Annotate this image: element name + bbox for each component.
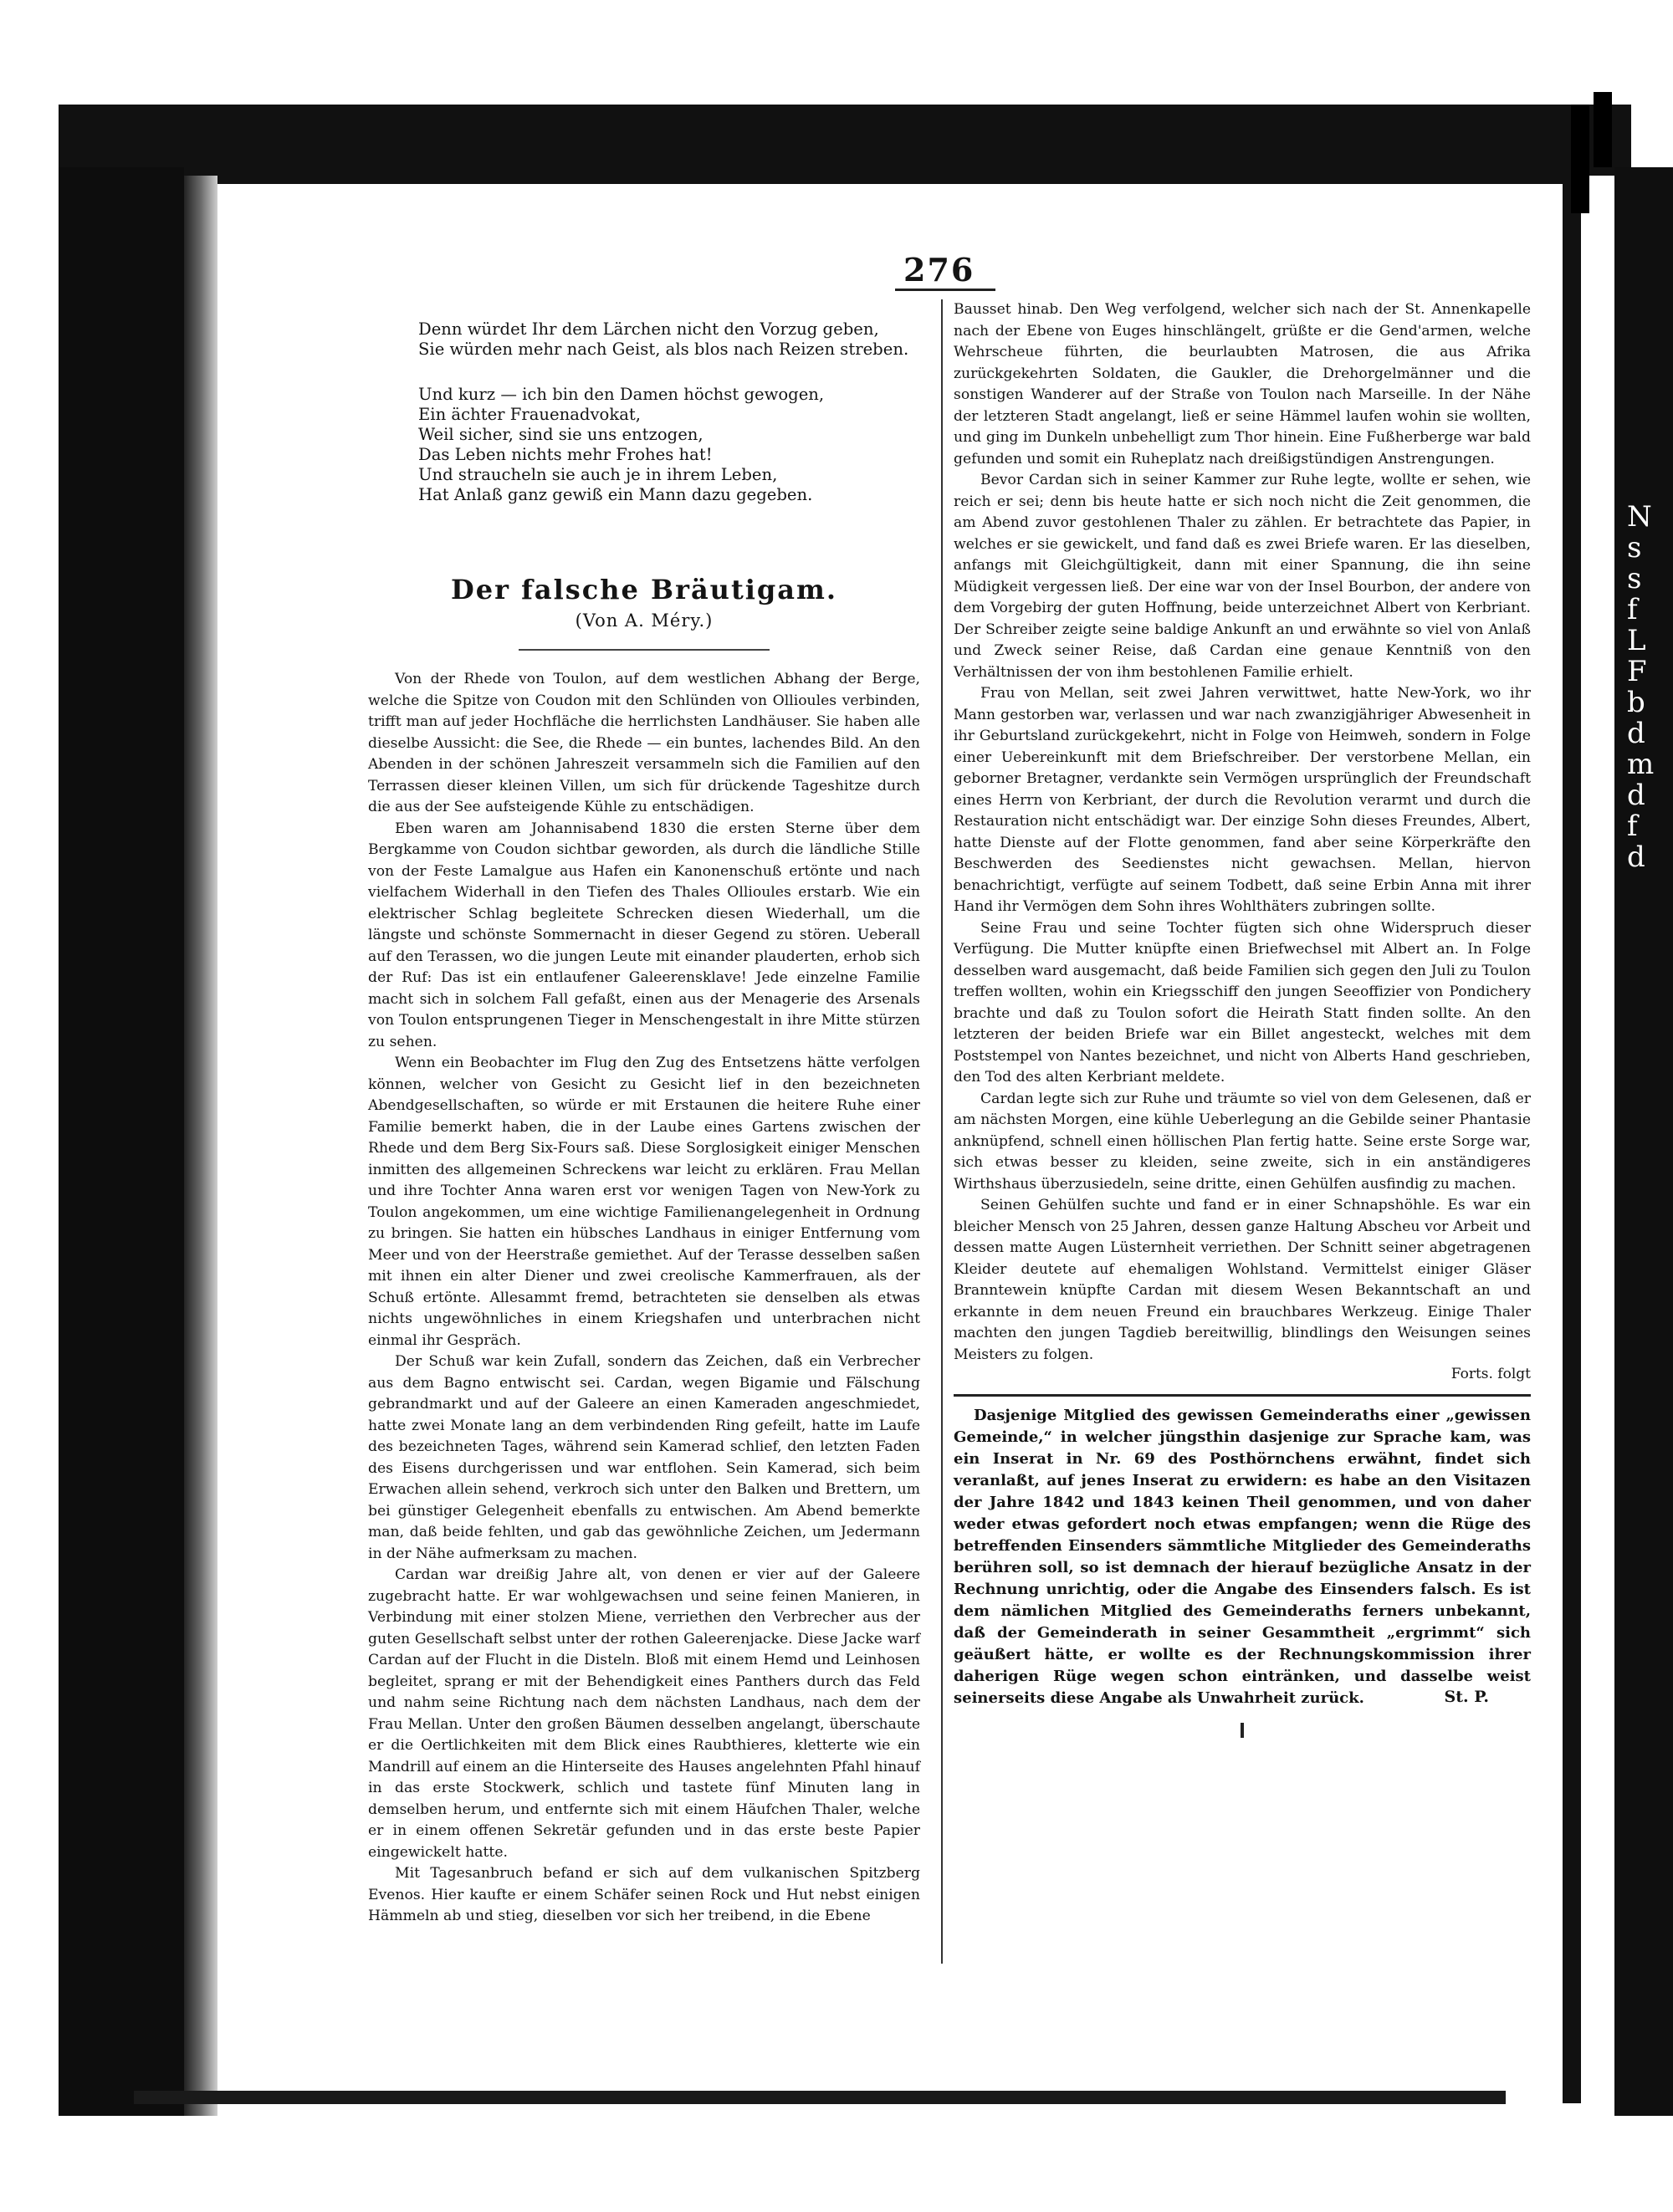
notice xyxy=(954,1405,1531,1709)
story-byline: (Von A. Méry.) xyxy=(575,610,714,631)
notice-text: Dasjenige Mitglied des gewissen Gemeinderaths einer „gewissen Gemeinde,“ in welcher jüngsthin dasjenige zur Sprache kam, was ein Inserat in Nr. 69 des Posthörnchens erwähnt, findet sich veranlaßt, auf jenes Inserat zu erwidern: es habe an den Visitazen der Jahre 1842 und 1843 keinen Theil genommen, und von daher weder etwas gefordert noch etwas empfangen; wenn die Rüge des betreffenden Einsenders sämmtliche Mitglieder des Gemeinderaths berühren soll, so ist demnach der hierauf bezügliche Ansatz in der Rechnung unrichtig, oder die Angabe des Einsenders falsch. Es ist dem nämlichen Mitglied des Gemeinderaths ferners unbekannt, daß der Gemeinderath in seiner Gesammtheit „ergrimmt“ sich geäußert hätte, er wollte es der Rechnungskommission ihrer daherigen Rüge wegen schon eintränken, und dasselbe weist seinerseits diese Angabe als Unwahrheit zurück. xyxy=(954,1407,1531,1707)
next-page-fragment: N s s f L F b d m d f d xyxy=(1627,500,1655,874)
story-paragraph: Wenn ein Beobachter im Flug den Zug des Entsetzens hätte verfolgen können, welcher von Gesicht zu Gesicht lief in den bezeichneten Abendgesellschaften, so würde er mit Erstaunen die heitere Ruhe einer Familie bemerkt haben, die in der Laube eines Gartens zwischen der Rhede und dem Berg Six-Fours saß. Diese Sorglosigkeit einiger Menschen inmitten des allgemeinen Schreckens war leicht zu erklären. Frau Mellan und ihre Tochter Anna waren erst vor wenigen Tagen von New-York zu Toulon angekommen, um eine wichtige Familienangelegenheit in Ordnung zu bringen. Sie hatten ein hübsches Landhaus in einiger Entfernung vom Meer und von der Heerstraße gemiethet. Auf der Terasse desselben saßen mit ihnen ein alter Diener und zwei creolische Kammerfrauen, als der Schuß ertönte. Allesammt fremd, betrachteten sie denselben als etwas nichts ungewöhnliches in einem Kriegshafen und unterbrachen nicht einmal ihr Gespräch. xyxy=(368,1055,920,1349)
poem-stanza-2: Und kurz — ich bin den Damen höchst gewogen, Ein ächter Frauenadvokat, Weil sicher, sind sie uns entzogen, Das Leben nichts mehr Frohes hat! Und straucheln sie auch je in ihrem Leben, Hat Anlaß ganz gewiß ein Mann dazu gegeben. xyxy=(418,385,825,504)
left-column xyxy=(368,299,920,1928)
story-paragraph: Cardan war dreißig Jahre alt, von denen er vier auf der Galeere zugebracht hatte. Er war wohlgewachsen und seine feinen Manieren, in Verbindung mit einer stolzen Miene, verriethen den Verbrecher aus der guten Gesellschaft selbst unter der rothen Galeerenjacke. Diese Jacke warf Cardan auf der Flucht in die Disteln. Bloß mit einem Hemd und Leinhosen begleitet, sprang er mit der Behendigkeit eines Panthers durch das Feld und nahm seine Richtung nach dem nächsten Landhaus, nach dem der Frau Mellan. Unter den großen Bäumen desselben angelangt, überschaute er die Oertlichkeiten mit dem Blick eines Raubthieres, kletterte wie ein Mandrill auf einem an die Hinterseite des Hauses angelehnten Pfahl hinauf in das erste Stockwerk, schlich und tastete fünf Minuten lang in demselben herum, und entfernte sich mit einem Häufchen Thaler, welche er in einem offenen Sekretär gefunden und in das erste beste Papier eingewickelt hatte. xyxy=(368,1566,920,1861)
story-paragraph: Bevor Cardan sich in seiner Kammer zur Ruhe legte, wollte er sehen, wie reich er sei; denn bis heute hatte er sich noch nicht die Zeit genommen, die am Abend zuvor gestohlenen Thaler zu zählen. Er betrachtete das Papier, in welches er sie gewickelt, und fand daß es zwei Briefe waren. Er las dieselben, anfangs mit Gleichgültigkeit, dann mit einer Spannung, die ihn seine Müdigkeit vergessen ließ. Der eine war von der Insel Bourbon, der andere von dem Vorgebirg der guten Hoffnung, beide unterzeichnet Albert von Kerbriant. Der Schreiber zeigte seine baldige Ankunft an und erwähnte so viel von Anlaß und Zweck seiner Reise, daß Cardan eine genaue Kenntniß von den Verhältnissen der von ihm bestohlenen Familie erhielt. xyxy=(954,472,1531,681)
scan-page-edge-left xyxy=(184,176,217,2116)
notice-signature: St. P. xyxy=(1444,1688,1489,1706)
scan-binding-bottom xyxy=(134,2091,1506,2104)
scan-edge-mark-top xyxy=(1594,92,1612,167)
story-paragraph: Cardan legte sich zur Ruhe und träumte so viel von dem Gelesenen, daß er am nächsten Morgen, eine kühle Ueberlegung an die Gebilde seiner Phantasie anknüpfend, schnell einen höllischen Plan fertig hatte. Seine erste Sorge war, sich etwas besser zu kleiden, seine zweite, sich in ein anständigeres Wirthshaus überzusiedeln, seine dritte, einen Gehülfen ausfindig zu machen. xyxy=(954,1090,1531,1193)
scan-binding-top xyxy=(59,105,1631,184)
title-rule xyxy=(519,649,770,651)
end-mark xyxy=(1241,1723,1244,1738)
poem xyxy=(418,299,920,530)
scan-page-edge-right xyxy=(1563,146,1581,2103)
story-right-body xyxy=(954,299,1531,1366)
notice-rule xyxy=(954,1394,1531,1397)
story-paragraph: Seine Frau und seine Tochter fügten sich ohne Widerspruch dieser Verfügung. Die Mutter knüpfte einen Briefwechsel mit Albert an. In Folge desselben ward ausgemacht, daß beide Familien sich gegen den Juli zu Toulon treffen wollten, wohin ein Kriegsschiff den jungen Seeoffizier von Pondichery brachte und daß zu Toulon sofort die Heirath Statt finden sollte. An den letzteren der beiden Briefe war ein Billet angesteckt, welches mit dem Poststempel von Nantes bezeichnet, und nicht von Alberts Hand geschrieben, den Tod des alten Kerbriant meldete. xyxy=(954,919,1531,1086)
story-paragraph: Seinen Gehülfen suchte und fand er in einer Schnapshöhle. Es war ein bleicher Mensch von 25 Jahren, dessen ganze Haltung Abscheu vor Arbeit und dessen matte Augen Lüsternheit verriethen. Der Schnitt seiner abgetragenen Kleider deutete auf ehemaligen Wohlstand. Vermittelst einiger Gläser Branntewein knüpfte Cardan mit diesem Wesen Bekanntschaft an und erkannte in dem neuen Freund ein brauchbares Werkzeug. Einige Thaler machten den jungen Tagdieb bereitwillig, blindlings den Weisungen seines Meisters zu folgen. xyxy=(954,1197,1531,1363)
scan-gutter xyxy=(1581,176,1614,2099)
story-title: Der falsche Bräutigam. xyxy=(451,574,837,605)
scan-binding-left xyxy=(59,167,184,2116)
story-paragraph: Mit Tagesanbruch befand er sich auf dem vulkanischen Spitzberg Evenos. Hier kaufte er einem Schäfer seinen Rock und Hut nebst einigen Hämmeln ab und stieg, dieselben vor sich her treibend, in die Ebene xyxy=(368,1865,920,1924)
scan-edge-mark xyxy=(1571,105,1589,213)
poem-stanza-1: Denn würdet Ihr dem Lärchen nicht den Vorzug geben, Sie würden mehr nach Geist, als blos nach Reizen streben. xyxy=(418,319,909,359)
continued-note: Forts. folgt xyxy=(1450,1366,1531,1382)
scan-next-page-strip xyxy=(1614,167,1673,2116)
story-paragraph: Eben waren am Johannisabend 1830 die ersten Sterne über dem Bergkamme von Coudon sichtbar geworden, als durch die ländliche Stille von der Feste Lamalgue aus Hafen ein Kanonenschuß ertönte und nach vielfachem Widerhall in den Tiefen des Thales Ollioules erstarb. Wie ein elektrischer Schlag begleitete Schrecken diesen Wiederhall, um die längste und schönste Sommernacht in dieser Gegend zu stören. Ueberall auf den Terassen, wo die jungen Leute mit einander plauderten, erhob sich der Ruf: Das ist ein entlaufener Galeerensklave! Jede einzelne Familie macht sich in solchem Fall gefaßt, einen aus der Menagerie des Arsenals von Toulon entsprungenen Tieger in Menschengestalt in ihre Mitte stürzen zu sehen. xyxy=(368,820,920,1050)
story-paragraph: Von der Rhede von Toulon, auf dem westlichen Abhang der Berge, welche die Spitze von Coudon mit den Schlünden von Ollioules verbinden, trifft man auf jeder Hochfläche die herrlichsten Landhäuser. Sie haben alle dieselbe Aussicht: die See, die Rhede — ein buntes, lachendes Bild. An den Abenden in der schönen Jahreszeit versammeln sich die Familien auf den Terrassen dieser kleinen Villen, um sich für drückende Tageshitze durch die aus der See aufsteigende Kühle zu entschädigen. xyxy=(368,671,920,815)
story-paragraph: Der Schuß war kein Zufall, sondern das Zeichen, daß ein Verbrecher aus dem Bagno entwischt sei. Cardan, wegen Bigamie und Fälschung gebrandmarkt und auf der Galeere an einen Kameraden angeschmiedet, hatte zwei Monate lang an dem verbindenden Ring gefeilt, hatte im Laufe des bezeichneten Tages, während sein Kamerad schlief, den letzten Faden des Eisens durchgerissen und war entflohen. Sein Kamerad, sich beim Erwachen allein sehend, verkroch sich unter den Balken und Brettern, um bei günstiger Gelegenheit ebenfalls zu entwischen. Am Abend bemerkte man, daß beide fehlten, und gab das gewöhnliche Zeichen, um Jedermann in der Nähe aufmerksam zu machen. xyxy=(368,1353,920,1562)
page-number: 276 xyxy=(903,251,975,289)
story-paragraph: Frau von Mellan, seit zwei Jahren verwittwet, hatte New-York, wo ihr Mann gestorben war, verlassen und war nach zwanzigjähriger Abwesenheit in ihr Geburtsland zurückgekehrt, nicht in Folge von Heimweh, sondern in Folge einer Uebereinkunft mit dem Briefschreiber. Der verstorbene Mellan, ein geborner Bretagner, verdankte sein Vermögen ursprünglich der Freundschaft eines Herrn von Kerbriant, der durch die Revolution verarmt und durch die Restauration nicht entschädigt war. Der einzige Sohn dieses Freundes, Albert, hatte Dienste auf der Flotte genommen, fand aber seine Körperkräfte den Beschwerden des Seedienstes nicht gewachsen. Mellan, hiervon benachrichtigt, verfügte auf seinem Todbett, daß seine Erbin Anna mit ihrer Hand ihr Vermögen dem Sohn ihres Wohlthäters zubringen sollte. xyxy=(954,685,1531,915)
right-column xyxy=(954,299,1531,1738)
story-left-body xyxy=(368,669,920,1928)
story-paragraph-continued: Bausset hinab. Den Weg verfolgend, welcher sich nach der St. Annenkapelle nach der Ebene von Euges hinschlängelt, grüßte er die Gend'armen, welche Wehrscheue führten, die beurlaubten Matrosen, die aus Afrika zurückgekehrten Soldaten, die Gaukler, die Drehorgelmänner und die sonstigen Wanderer auf der Straße von Toulon nach Marseille. In der Nähe der letzteren Stadt angelangt, ließ er seine Hämmel laufen wohin sie wollten, und ging im Dunkeln unbehelligt zum Thor hinein. Eine Fußherberge war bald gefunden und somit ein Ruheplatz nach dreißigstündigen Anstrengungen. xyxy=(954,301,1531,467)
column-divider xyxy=(941,299,943,1964)
header-rule xyxy=(895,289,995,291)
